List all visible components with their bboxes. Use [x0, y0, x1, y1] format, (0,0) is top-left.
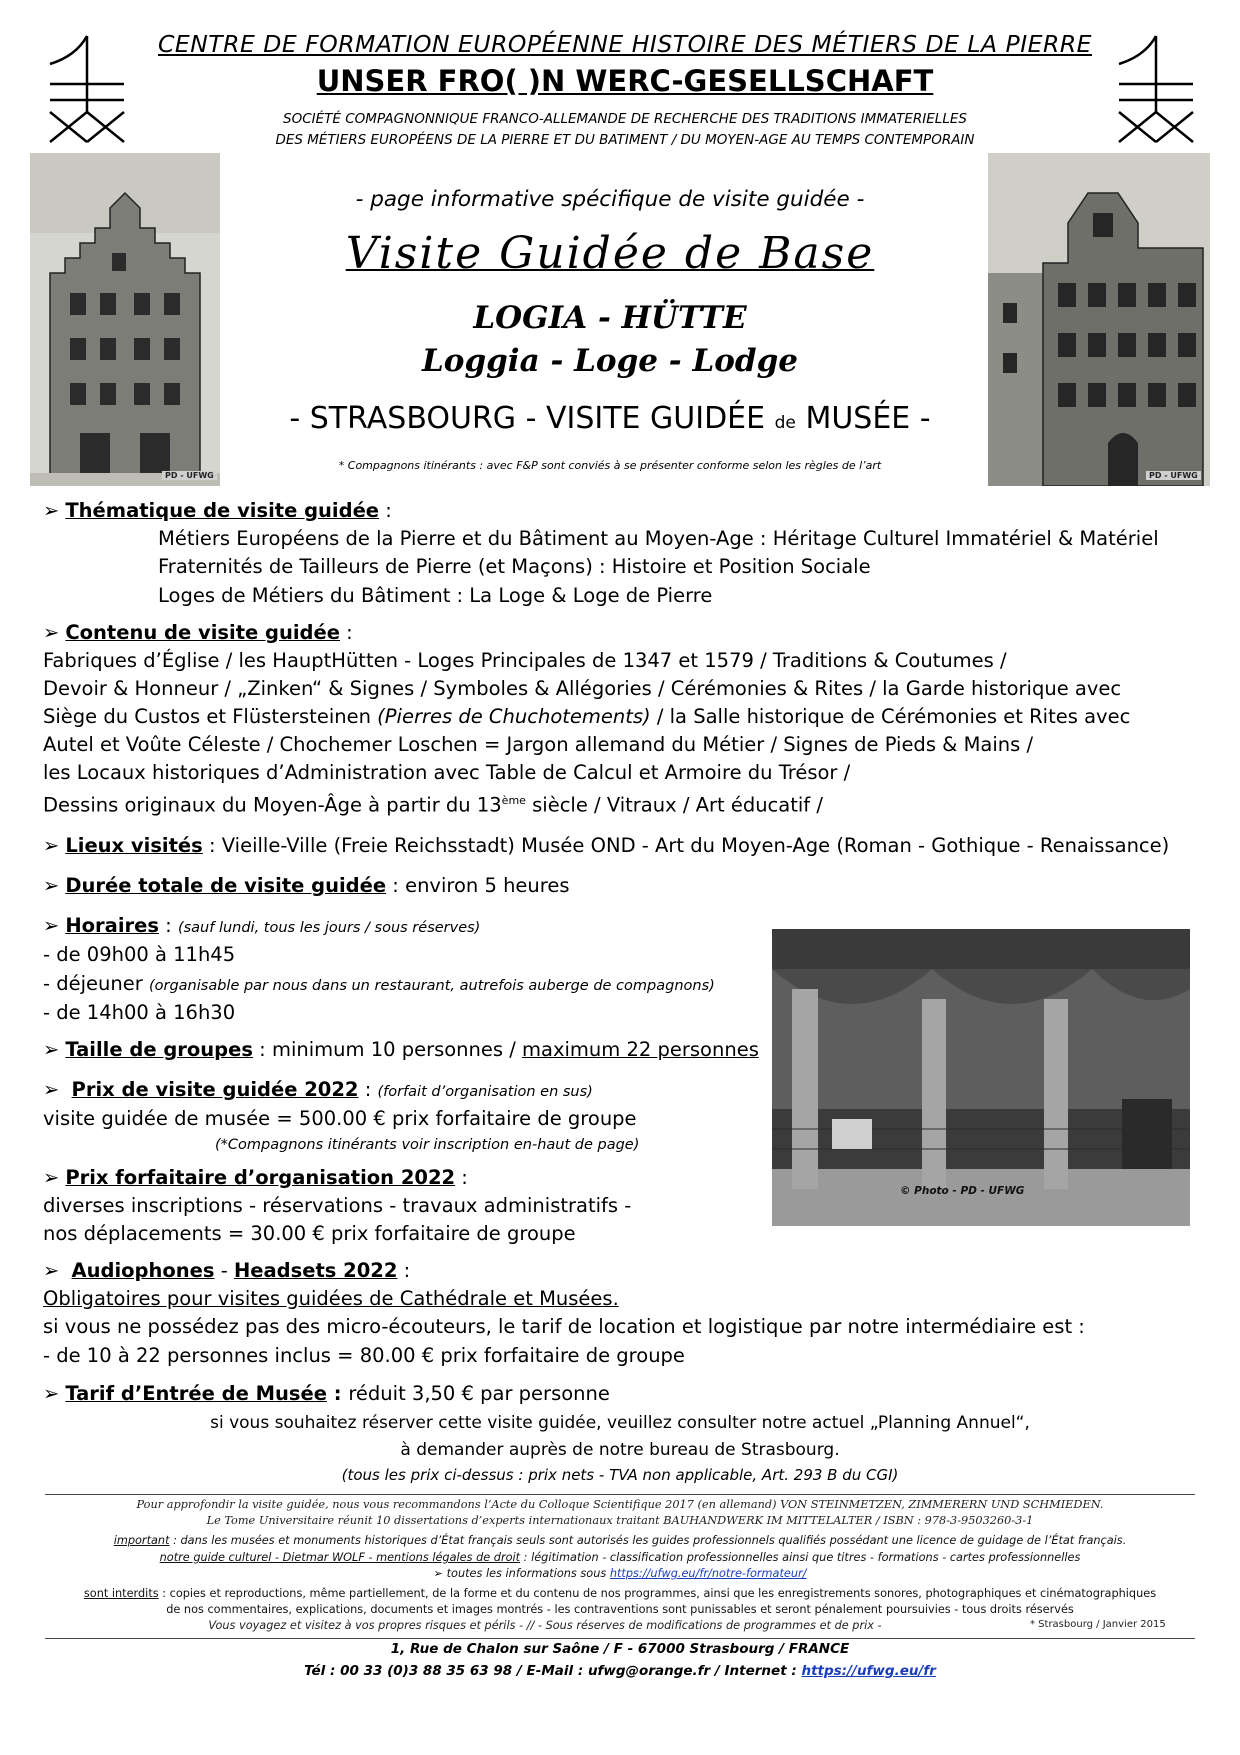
building-photo-left	[30, 153, 220, 486]
separator	[45, 1638, 1195, 1639]
audio-line-required: Obligatoires pour visites guidées de Cathédrale et Musées.	[43, 1287, 619, 1310]
society-description-1: SOCIÉTÉ COMPAGNONNIQUE FRANCO-ALLEMANDE DE RECHERCHE DES TRADITIONS IMMATERIELLES	[283, 111, 967, 127]
formateur-link[interactable]: https://ufwg.eu/fr/notre-formateur/	[609, 1567, 807, 1580]
arrow-icon: ➢	[43, 1166, 60, 1189]
important-label: important	[113, 1534, 170, 1547]
photo-credit-right: PD - UFWG	[1146, 471, 1201, 480]
content-line: Autel et Voûte Céleste / Chochemer Loschen = Jargon allemand du Métier / Signes de Pieds & Mains /	[43, 733, 1034, 756]
stonemason-mark-right-icon	[1115, 34, 1197, 152]
section-colon: :	[326, 1382, 349, 1405]
email-label: / E-Mail :	[512, 1663, 588, 1679]
reservation-note: à demander auprès de notre bureau de Strasbourg.	[400, 1440, 840, 1460]
prix-line: visite guidée de musée = 500.00 € prix forfaitaire de groupe	[43, 1107, 637, 1130]
forbidden-note	[45, 1586, 1195, 1602]
content-line: les Locaux historiques d’Administration avec Table de Calcul et Armoire du Trésor /	[43, 761, 851, 784]
forbidden-note-2: de nos commentaires, explications, documents et images montrés - les contraventions sont punissables et seront pénalement poursuivies - tous droits réservés	[166, 1603, 1074, 1616]
section-heading: Contenu de visite guidée	[65, 621, 340, 644]
org-name: CENTRE DE FORMATION EUROPÉENNE HISTOIRE DES MÉTIERS DE LA PIERRE	[157, 30, 1093, 58]
subtitle-loggia: Loggia - Loge - Lodge	[421, 343, 798, 379]
superscript: ème	[501, 794, 526, 807]
date-note: * Strasbourg / Janvier 2015	[1030, 1619, 1166, 1630]
society-name: UNSER FRO( )N WERC-GESELLSCHAFT	[316, 64, 934, 98]
section-text: : environ 5 heures	[386, 874, 570, 897]
schedule-line	[43, 971, 715, 999]
section-text: : minimum 10 personnes /	[252, 1038, 523, 1061]
subtitle-strasbourg-de: de	[774, 413, 796, 433]
arrow-icon: ➢	[43, 1382, 60, 1405]
section-horaires	[43, 913, 480, 941]
list-item: Métiers Européens de la Pierre et du Bâtiment au Moyen-Age : Héritage Culturel Immatériel & Matériel	[158, 527, 1159, 550]
footer-contact	[45, 1663, 1195, 1679]
stonemason-mark-left-icon	[46, 34, 128, 152]
schedule-text: - déjeuner	[43, 972, 149, 995]
section-heading: Lieux visités	[65, 834, 203, 857]
important-text: : dans les musées et monuments historiques d’État français seuls sont autorisés les guides professionnels qualifiés possédant une licence de guidage de l’État français.	[169, 1534, 1127, 1547]
section-text: réduit 3,50 € par personne	[348, 1382, 610, 1405]
section-heading: Prix de visite guidée 2022	[71, 1078, 359, 1101]
guide-label: notre guide culturel - Dietmar WOLF - mentions légales de droit	[159, 1551, 521, 1564]
prix-compagnons-note: (*Compagnons itinérants voir inscription en-haut de page)	[215, 1137, 640, 1153]
compagnons-note: * Compagnons itinérants : avec F&P sont conviés à se présenter conforme selon les règles de l’art	[338, 459, 882, 472]
photo-credit-interior: © Photo - PD - UFWG	[900, 1185, 1025, 1197]
content-text: Dessins originaux du Moyen-Âge à partir du 13	[43, 793, 502, 817]
prix-note: (forfait d’organisation en sus)	[377, 1084, 593, 1100]
taille-max: maximum 22 personnes	[522, 1038, 759, 1061]
section-contenu	[43, 620, 353, 646]
section-text: : Vieille-Ville (Freie Reichsstadt) Musée OND - Art du Moyen-Age (Roman - Gothique - Renaissance)	[202, 834, 1170, 857]
forfait-line: diverses inscriptions - réservations - travaux administratifs -	[43, 1194, 632, 1217]
content-text: Siège du Custos et Flüstersteinen	[43, 705, 378, 728]
content-line: Devoir & Honneur / „Zinken“ & Signes / Symboles & Allégories / Cérémonies & Rites / la Garde historique avec	[43, 677, 1122, 700]
arrow-icon: ➢	[43, 1038, 60, 1061]
section-forfait	[43, 1165, 468, 1191]
horaires-note: (sauf lundi, tous les jours / sous réserves)	[177, 920, 481, 936]
arrow-icon: ➢	[43, 874, 60, 897]
section-colon: :	[397, 1259, 411, 1282]
recommendation-line: Pour approfondir la visite guidée, nous vous recommandons l’Acte du Colloque Scientifique 2017 (en allemand) VON STEINMETZEN, ZIMMERERN UND SCHMIEDEN.	[136, 1498, 1104, 1511]
schedule-note: (organisable par nous dans un restaurant, autrefois auberge de compagnons)	[148, 978, 715, 994]
footer-address: 1, Rue de Chalon sur Saône / F - 67000 Strasbourg / FRANCE	[390, 1641, 850, 1657]
separator	[45, 1494, 1195, 1495]
arrow-icon: ➢	[43, 499, 60, 522]
section-duree	[43, 873, 570, 899]
price-note: (tous les prix ci-dessus : prix nets - TVA non applicable, Art. 293 B du CGI)	[341, 1466, 899, 1484]
section-heading: Prix forfaitaire d’organisation 2022	[65, 1166, 456, 1189]
section-dash: -	[214, 1259, 234, 1282]
building-photo-right	[988, 153, 1210, 486]
tel-value[interactable]: 00 33 (0)3 88 35 63 98	[340, 1663, 513, 1679]
audio-line: si vous ne possédez pas des micro-écouteurs, le tarif de location et logistique par notre intermédiaire est :	[43, 1315, 1085, 1338]
risk-note: Vous voyagez et visitez à vos propres risques et périls - // - Sous réserves de modifications de programmes et de prix -	[208, 1619, 882, 1632]
section-heading: Horaires	[65, 914, 159, 937]
society-description-2: DES MÉTIERS EUROPÉENS DE LA PIERRE ET DU BATIMENT / DU MOYEN-AGE AU TEMPS CONTEMPORAIN	[275, 132, 975, 148]
forfait-line: nos déplacements = 30.00 € prix forfaitaire de groupe	[43, 1222, 576, 1245]
section-colon: :	[455, 1166, 468, 1189]
section-heading: Durée totale de visite guidée	[65, 874, 387, 897]
content-line	[43, 788, 823, 819]
important-note	[45, 1533, 1195, 1549]
website-link[interactable]: https://ufwg.eu/fr	[801, 1663, 936, 1679]
content-line: Fabriques d’Église / les HauptHütten - Loges Principales de 1347 et 1579 / Traditions & Coutumes /	[43, 649, 1007, 672]
section-audiophones	[43, 1258, 410, 1284]
arrow-icon: ➢	[43, 914, 60, 937]
section-tarif	[43, 1381, 610, 1407]
section-lieux	[43, 833, 1169, 859]
tel-label: Tél :	[304, 1663, 341, 1679]
forbidden-text: : copies et reproductions, même partiellement, de la forme et du contenu de nos programmes, ainsi que les enregistrements sonores, photographiques et cinématographiques	[158, 1587, 1157, 1600]
recommendation-line: Le Tome Universitaire réunit 10 dissertations d’experts internationaux traitant BAUHANDWERK IM MITTELALTER / ISBN : 978-3-9503260-3-1	[206, 1514, 1034, 1527]
content-text: siècle / Vitraux / Art éducatif /	[525, 793, 823, 817]
page-info: - page informative spécifique de visite guidée -	[355, 187, 865, 212]
schedule-line: - de 09h00 à 11h45	[43, 943, 236, 966]
section-colon: :	[379, 499, 392, 522]
subtitle-strasbourg-b: MUSÉE -	[805, 401, 931, 436]
section-heading: Taille de groupes	[65, 1038, 253, 1061]
subtitle-logia: LOGIA - HÜTTE	[473, 300, 747, 336]
section-heading: Tarif d’Entrée de Musée	[65, 1382, 327, 1405]
arrow-icon: ➢	[43, 834, 60, 857]
page-title: Visite Guidée de Base	[345, 228, 875, 279]
subtitle-strasbourg	[220, 401, 1000, 436]
content-text: / la Salle historique de Cérémonies et Rites avec	[650, 705, 1131, 728]
content-line	[43, 704, 1130, 730]
section-colon: :	[158, 914, 178, 937]
arrow-icon: ➢	[43, 621, 60, 644]
audio-line: - de 10 à 22 personnes inclus = 80.00 € prix forfaitaire de groupe	[43, 1344, 685, 1367]
section-heading: Audiophones	[71, 1259, 215, 1282]
email-value[interactable]: ufwg@orange.fr	[587, 1663, 711, 1679]
subtitle-strasbourg-a: - STRASBOURG - VISITE GUIDÉE	[289, 401, 766, 436]
interior-photo	[772, 929, 1190, 1226]
guide-note	[45, 1550, 1195, 1566]
info-line	[45, 1566, 1195, 1582]
section-taille	[43, 1037, 759, 1063]
schedule-line: - de 14h00 à 16h30	[43, 1001, 236, 1024]
reservation-note: si vous souhaitez réserver cette visite guidée, veuillez consulter notre actuel „Planning Annuel“,	[210, 1413, 1030, 1433]
info-text: ➢ toutes les informations sous	[433, 1567, 610, 1580]
section-thematique	[43, 498, 392, 524]
section-colon: :	[339, 621, 353, 644]
photo-credit-left: PD - UFWG	[162, 471, 217, 480]
section-colon: :	[358, 1078, 378, 1101]
section-prix	[43, 1077, 593, 1105]
list-item: Loges de Métiers du Bâtiment : La Loge & Loge de Pierre	[158, 584, 713, 607]
web-label: / Internet :	[710, 1663, 802, 1679]
section-heading: Headsets 2022	[233, 1259, 398, 1282]
content-text-italic: (Pierres de Chuchotements)	[377, 705, 651, 728]
section-heading: Thématique de visite guidée	[65, 499, 380, 522]
arrow-icon: ➢	[43, 1078, 60, 1101]
arrow-icon: ➢	[43, 1259, 60, 1282]
list-item: Fraternités de Tailleurs de Pierre (et Maçons) : Histoire et Position Sociale	[158, 555, 871, 578]
forbidden-label: sont interdits	[83, 1587, 159, 1600]
guide-text: : légitimation - classification professionnelles ainsi que titres - formations - cartes professionnelles	[520, 1551, 1081, 1564]
